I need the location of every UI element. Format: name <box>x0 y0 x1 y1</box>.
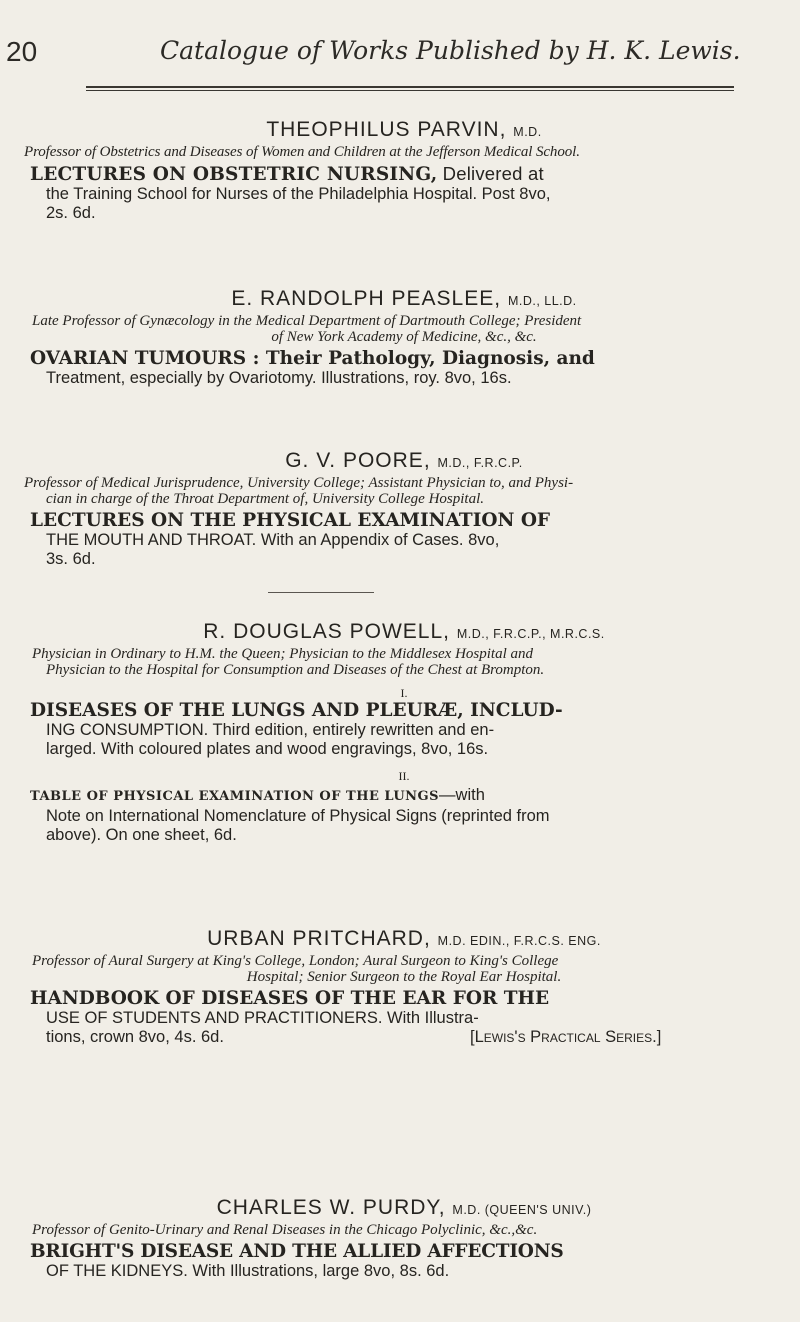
book-title: DISEASES OF THE LUNGS AND PLEURÆ, INCLUD- <box>30 700 563 721</box>
author-name: R. DOUGLAS POWELL, <box>203 620 450 643</box>
author-affiliation: Professor of Genito-Urinary and Renal Diseases in the Chicago Polyclinic, &c.,&c. <box>32 1222 538 1238</box>
author-name: CHARLES W. PURDY, <box>216 1196 446 1219</box>
book-details: the Training School for Nurses of the Philadelphia Hospital. Post 8vo, <box>46 185 551 203</box>
author-affiliation: Late Professor of Gynæcology in the Medical Department of Dartmouth College; President <box>32 313 582 329</box>
catalogue-entry <box>30 1196 778 1281</box>
catalogue-entry <box>24 449 778 569</box>
header-rule-thin <box>86 90 734 91</box>
book-details: USE OF STUDENTS AND PRACTITIONERS. With Illustra- <box>46 1009 479 1027</box>
author-name: THEOPHILUS PARVIN, <box>266 118 507 141</box>
catalogue-entry <box>30 287 778 388</box>
author-name: URBAN PRITCHARD, <box>207 927 431 950</box>
catalogue-entry <box>30 927 778 1047</box>
section-divider <box>268 592 374 593</box>
author-heading <box>30 118 778 144</box>
author-heading <box>30 1196 778 1222</box>
author-degrees: M.D. (QUEEN'S UNIV.) <box>452 1203 592 1217</box>
book-price: above). On one sheet, 6d. <box>46 826 237 844</box>
header-rule <box>86 86 734 88</box>
author-name: G. V. POORE, <box>285 449 431 472</box>
author-affiliation-cont: of New York Academy of Medicine, &c., &c. <box>271 329 537 345</box>
book-details: ING CONSUMPTION. Third edition, entirely rewritten and en- <box>46 721 495 739</box>
author-affiliation: Physician in Ordinary to H.M. the Queen; Physician to the Middlesex Hospital and <box>32 646 534 662</box>
author-affiliation: Professor of Obstetrics and Diseases of Women and Children at the Jefferson Medical School. <box>24 144 580 160</box>
catalogue-entry <box>24 118 778 223</box>
author-degrees: M.D., LL.D. <box>507 294 577 308</box>
part-numeral: II. <box>398 769 410 783</box>
book-title <box>30 163 778 185</box>
author-degrees: M.D. <box>513 125 542 139</box>
author-heading <box>30 287 778 313</box>
author-name: E. RANDOLPH PEASLEE, <box>231 287 502 310</box>
author-affiliation-cont: Physician to the Hospital for Consumption and Diseases of the Chest at Brompton. <box>46 662 545 678</box>
author-affiliation-cont: cian in charge of the Throat Department of, University College Hospital. <box>46 491 485 507</box>
running-title: Catalogue of Works Published by H. K. Lewis. <box>160 36 741 65</box>
series-label: [Lewis's Practical Series.] <box>470 1028 662 1046</box>
book-price: 2s. 6d. <box>46 204 96 222</box>
book-price-line <box>30 1028 778 1047</box>
author-affiliation: Professor of Aural Surgery at King's College, London; Aural Surgeon to King's College <box>32 953 559 969</box>
book-title-text: TABLE OF PHYSICAL EXAMINATION OF THE LUNGS <box>30 789 440 804</box>
author-degrees: M.D., F.R.C.P., M.R.C.S. <box>456 627 605 641</box>
author-heading <box>30 449 778 475</box>
book-details-cont: larged. With coloured plates and wood engravings, 8vo, 16s. <box>46 740 489 758</box>
book-title: BRIGHT'S DISEASE AND THE ALLIED AFFECTIONS <box>30 1241 564 1262</box>
author-affiliation: Professor of Medical Jurisprudence, University College; Assistant Physician to, and Physi- <box>24 475 574 491</box>
catalogue-entry <box>30 620 778 845</box>
book-title: OVARIAN TUMOURS : Their Pathology, Diagnosis, and <box>30 348 595 369</box>
book-title-text: LECTURES ON OBSTETRIC NURSING, <box>30 164 438 185</box>
author-affiliation-cont: Hospital; Senior Surgeon to the Royal Ear Hospital. <box>246 969 562 985</box>
part-numeral: I. <box>400 686 408 700</box>
book-details: Note on International Nomenclature of Physical Signs (reprinted from <box>46 807 550 825</box>
book-title: LECTURES ON THE PHYSICAL EXAMINATION OF <box>30 510 551 531</box>
book-title-continuation: Delivered at <box>437 163 544 184</box>
book-title-continuation: —with <box>439 786 485 804</box>
page-header <box>0 36 800 76</box>
book-details: OF THE KIDNEYS. With Illustrations, large 8vo, 8s. 6d. <box>46 1262 450 1280</box>
book-title <box>30 785 778 807</box>
book-price: tions, crown 8vo, 4s. 6d. <box>46 1028 224 1046</box>
author-heading <box>30 927 778 953</box>
author-heading <box>30 620 778 646</box>
author-degrees: M.D., F.R.C.P. <box>437 456 523 470</box>
book-price: 3s. 6d. <box>46 550 96 568</box>
page-number: 20 <box>6 36 38 67</box>
book-title: HANDBOOK OF DISEASES OF THE EAR FOR THE <box>30 988 550 1009</box>
book-details: THE MOUTH AND THROAT. With an Appendix of Cases. 8vo, <box>46 531 500 549</box>
book-details: Treatment, especially by Ovariotomy. Illustrations, roy. 8vo, 16s. <box>46 369 512 387</box>
author-degrees: M.D. EDIN., F.R.C.S. ENG. <box>437 934 601 948</box>
